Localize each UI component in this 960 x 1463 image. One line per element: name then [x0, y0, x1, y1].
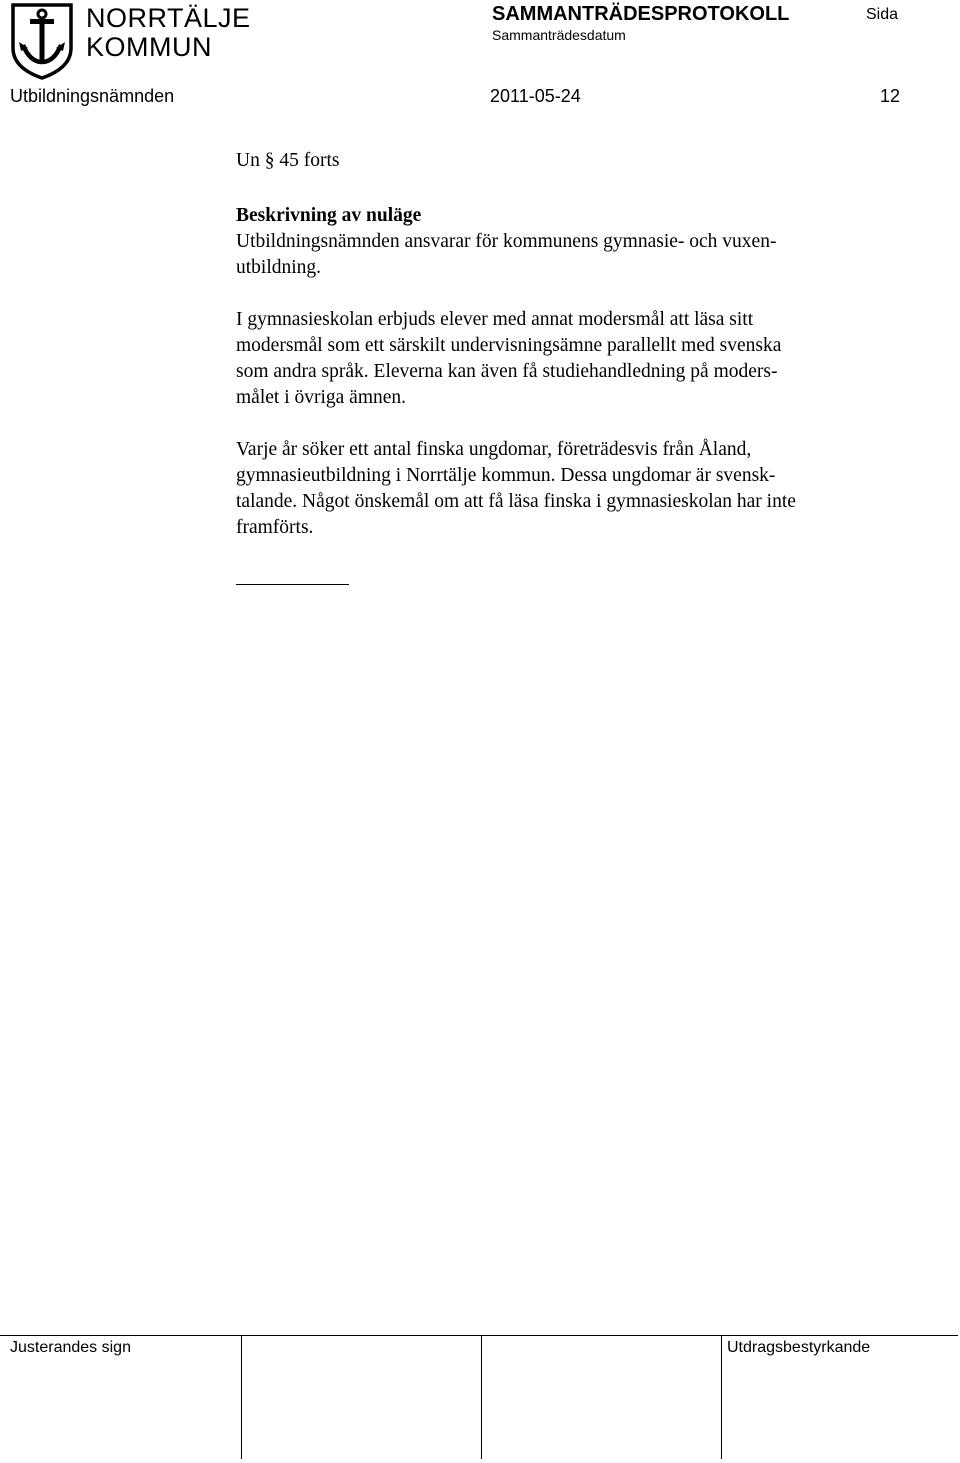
body-line: utbildning. — [236, 257, 322, 278]
section-heading: Beskrivning av nuläge — [236, 205, 422, 226]
protocol-body — [236, 148, 876, 541]
anchor-shield-icon — [10, 2, 74, 80]
paragraph-reference: Un § 45 forts — [236, 150, 340, 171]
footer-top-border — [0, 1335, 958, 1336]
meeting-date-label: Sammanträdesdatum — [492, 27, 626, 43]
body-line: som andra språk. Eleverna kan även få studiehandledning på moders- — [236, 361, 778, 382]
body-line: I gymnasieskolan erbjuds elever med annat modersmål att läsa sitt — [236, 309, 754, 330]
signature-divider — [241, 1335, 242, 1459]
body-line: gymnasieutbildning i Norrtälje kommun. Dessa ungdomar är svensk- — [236, 465, 776, 486]
page-label: Sida — [866, 6, 899, 23]
signature-label: Justerandes sign — [10, 1339, 131, 1356]
body-line: Utbildningsnämnden ansvarar för kommunens gymnasie- och vuxen- — [236, 231, 777, 252]
logo-line-1: NORRTÄLJE — [86, 3, 251, 33]
logo-line-2: KOMMUN — [86, 32, 212, 62]
extract-certification-label: Utdragsbestyrkande — [727, 1339, 871, 1356]
signature-divider — [721, 1335, 722, 1459]
municipality-logo-text — [86, 4, 251, 62]
document-title: SAMMANTRÄDESPROTOKOLL — [492, 3, 790, 25]
page-number: 12 — [880, 86, 901, 106]
end-of-section-rule — [236, 584, 349, 585]
meeting-date: 2011-05-24 — [490, 86, 581, 106]
body-line: framförts. — [236, 517, 314, 538]
body-line: målet i övriga ämnen. — [236, 387, 407, 408]
committee-name: Utbildningsnämnden — [10, 86, 175, 106]
body-line: Varje år söker ett antal finska ungdomar, företrädesvis från Åland, — [236, 439, 752, 460]
body-line: modersmål som ett särskilt undervisningsämne parallellt med svenska — [236, 335, 782, 356]
body-line: talande. Något önskemål om att få läsa finska i gymnasieskolan har inte — [236, 491, 796, 512]
signature-divider — [481, 1335, 482, 1459]
